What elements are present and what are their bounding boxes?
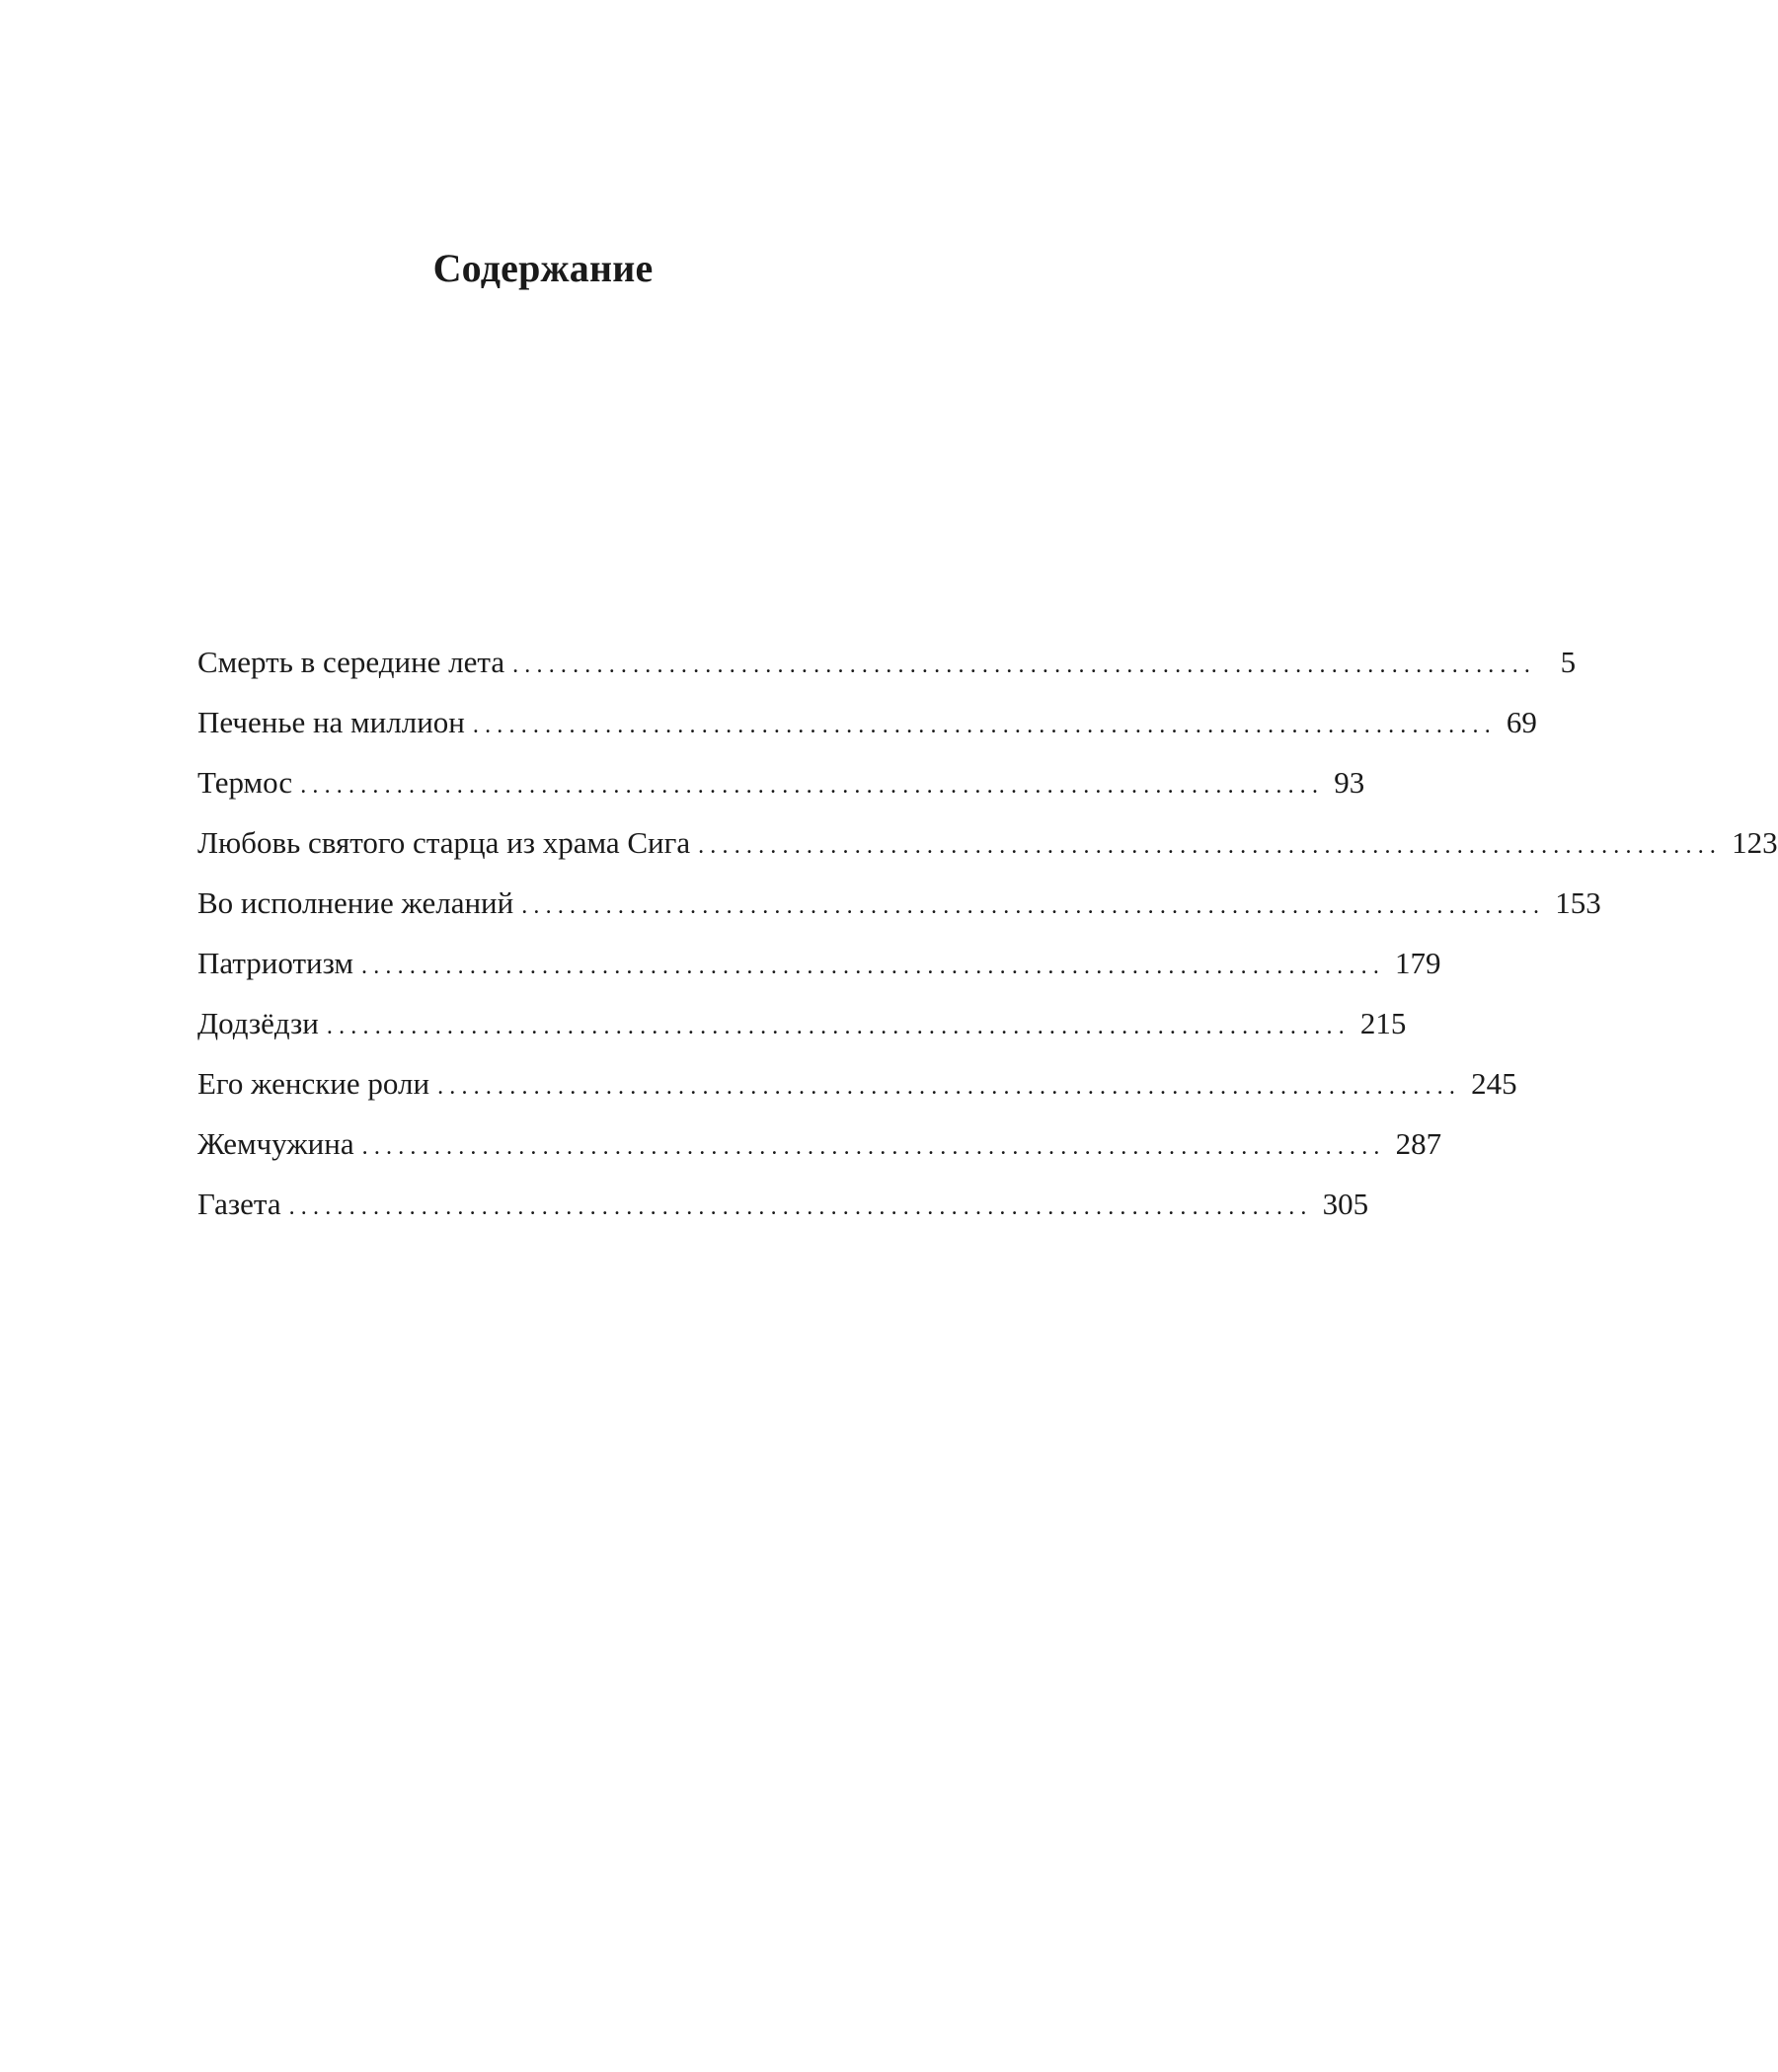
toc-entry-title: Печенье на миллион xyxy=(197,705,465,739)
toc-entry-page-number: 123 xyxy=(1732,825,1778,860)
toc-entry-title: Патриотизм xyxy=(197,946,354,980)
toc-entry-title: Газета xyxy=(197,1187,281,1221)
dot-leader: ..................................................................................... xyxy=(361,954,1386,979)
toc-entry-page-number: 287 xyxy=(1395,1126,1442,1161)
dot-leader: ..................................................................................... xyxy=(326,1014,1351,1039)
toc-entry xyxy=(197,1053,1517,1113)
dot-leader: ..................................................................................... xyxy=(698,833,1723,859)
dot-leader: ..................................................................................... xyxy=(361,1134,1386,1160)
toc-entry-page-number: 215 xyxy=(1359,1006,1407,1040)
toc-entry xyxy=(197,1174,1369,1234)
toc-entry-title: Додзёдзи xyxy=(197,1006,319,1040)
toc-entry-title: Термос xyxy=(197,765,293,800)
toc-entry xyxy=(197,1113,1442,1174)
dot-leader: ..................................................................................... xyxy=(521,893,1546,919)
toc-entry-page-number: 93 xyxy=(1334,765,1365,800)
dot-leader: ..................................................................................... xyxy=(288,1194,1313,1220)
toc-entry-page-number: 179 xyxy=(1395,946,1441,980)
dot-leader: ..................................................................................... xyxy=(300,773,1325,799)
toc-entry xyxy=(197,933,1441,993)
toc-entry xyxy=(197,873,1601,933)
toc-entry-page-number: 69 xyxy=(1506,705,1537,739)
toc-entry xyxy=(197,632,1577,692)
dot-leader: ..................................................................................... xyxy=(512,652,1537,678)
toc-entry xyxy=(197,812,1778,873)
toc-entry-title: Любовь святого старца из храма Сига xyxy=(197,825,691,860)
toc-entry-page-number: 305 xyxy=(1322,1187,1369,1221)
toc-entry-title: Смерть в середине лета xyxy=(197,645,505,679)
toc-entry xyxy=(197,752,1365,812)
toc-entry-title: Жемчужина xyxy=(197,1126,354,1161)
toc-entry-page-number: 5 xyxy=(1560,645,1577,679)
toc-entry-page-number: 153 xyxy=(1555,885,1601,920)
toc-entry-page-number: 245 xyxy=(1471,1066,1517,1101)
toc-entry-title: Во исполнение желаний xyxy=(197,885,514,920)
dot-leader: ..................................................................................... xyxy=(472,713,1497,738)
table-of-contents xyxy=(197,632,1778,1234)
toc-entry xyxy=(197,993,1407,1053)
toc-entry xyxy=(197,692,1537,752)
page-title: Содержание xyxy=(432,246,654,290)
dot-leader: ..................................................................................... xyxy=(437,1074,1462,1100)
toc-entry-title: Его женские роли xyxy=(197,1066,430,1101)
